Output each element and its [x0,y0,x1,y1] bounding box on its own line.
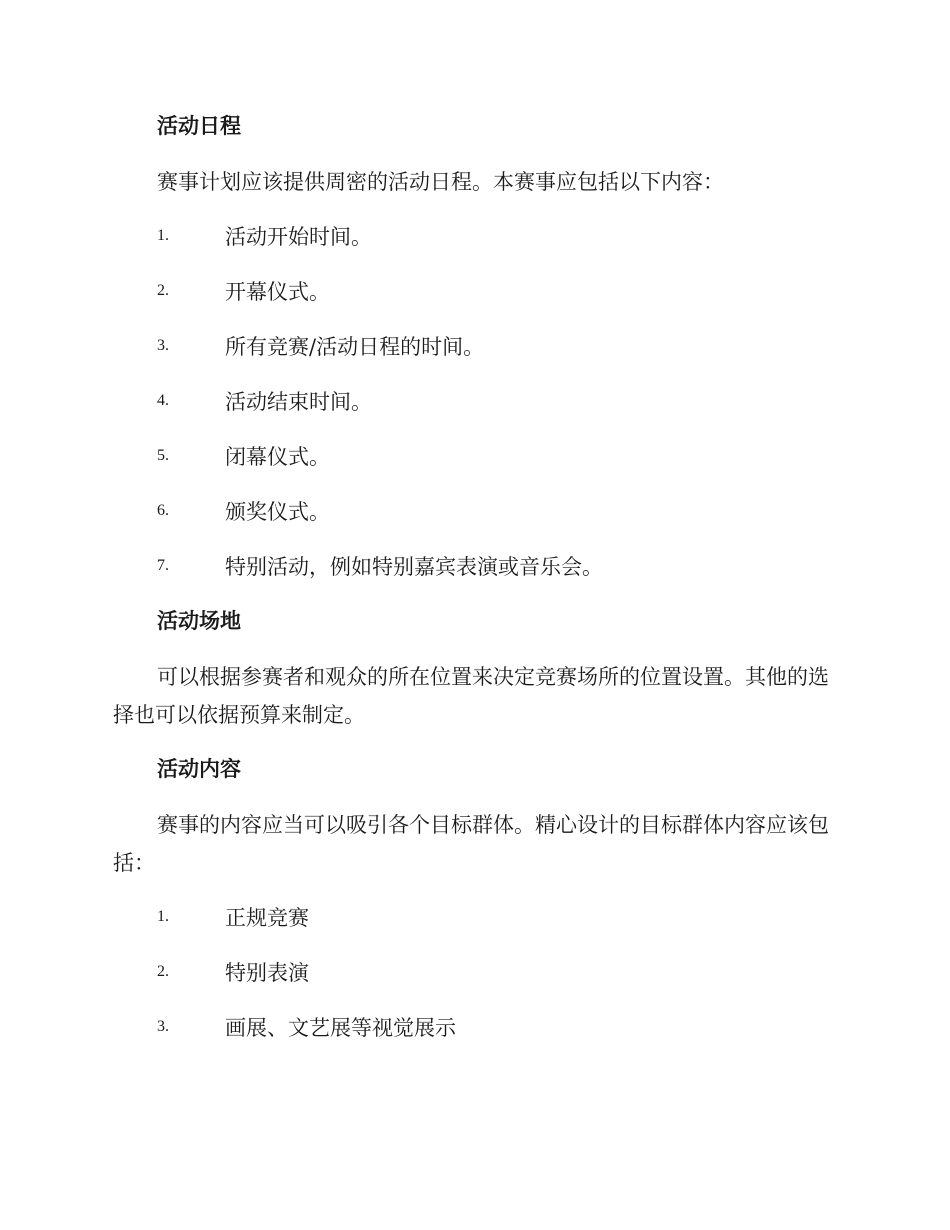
list-item [113,899,833,935]
list-item [113,383,833,419]
content-list [113,899,833,1045]
list-number: 5. [157,447,169,464]
list-item [113,328,833,364]
list-item [113,954,833,990]
list-item [113,493,833,529]
section-paragraph: 赛事计划应该提供周密的活动日程。本赛事应包括以下内容： [157,170,724,194]
list-item [113,1009,833,1045]
list-number: 1. [157,227,169,244]
list-text: 所有竞赛/活动日程的时间。 [225,335,485,359]
section-venue [113,603,833,734]
section-paragraph: 可以根据参赛者和观众的所在位置来决定竞赛场所的位置设置。其他的选择也可以依据预算来制定。 [113,665,829,727]
list-text: 活动开始时间。 [225,225,372,249]
list-number: 6. [157,502,169,519]
list-number: 3. [157,337,169,354]
section-schedule [113,108,833,584]
list-text: 画展、文艺展等视觉展示 [225,1016,456,1040]
list-text: 颁奖仪式。 [225,500,330,524]
list-item [113,273,833,309]
section-content [113,751,833,1045]
list-item [113,548,833,584]
list-number: 3. [157,1018,169,1035]
list-text: 特别活动，例如特别嘉宾表演或音乐会。 [225,555,603,579]
list-text: 特别表演 [225,961,309,985]
list-item [113,438,833,474]
list-number: 2. [157,963,169,980]
list-number: 7. [157,557,169,574]
list-text: 开幕仪式。 [225,280,330,304]
section-heading: 活动内容 [157,757,241,781]
list-number: 1. [157,908,169,925]
list-number: 2. [157,282,169,299]
section-paragraph: 赛事的内容应当可以吸引各个目标群体。精心设计的目标群体内容应该包括： [113,813,829,875]
list-text: 活动结束时间。 [225,390,372,414]
document-page [113,108,833,1064]
list-text: 闭幕仪式。 [225,445,330,469]
schedule-list [113,218,833,584]
section-heading: 活动场地 [157,609,241,633]
list-text: 正规竞赛 [225,906,309,930]
section-heading: 活动日程 [157,114,241,138]
list-item [113,218,833,254]
list-number: 4. [157,392,169,409]
